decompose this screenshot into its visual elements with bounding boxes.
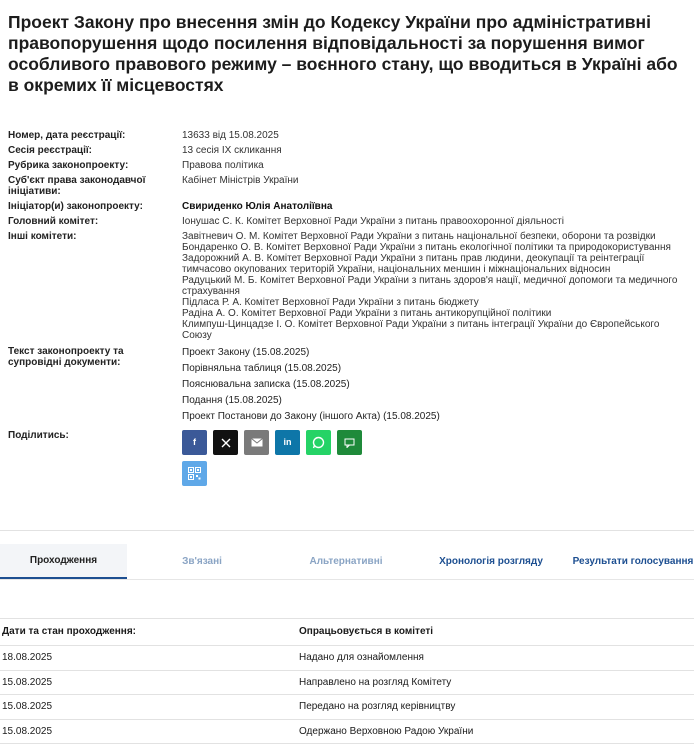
bill-info (8, 130, 694, 496)
facebook-icon: f (193, 437, 196, 447)
info-row-share (8, 430, 694, 492)
info-label: Сесія реєстрації: (8, 145, 92, 156)
tab-related[interactable]: Зв'язані (182, 556, 222, 567)
status-cell: Направлено на розгляд Комітету (299, 676, 452, 688)
info-row-rubric (8, 160, 694, 171)
info-value: 13 сесія IX скликання (182, 145, 282, 156)
info-row-other-committees (8, 231, 694, 341)
bill-tabs (0, 544, 694, 580)
committee-item: Завітневич О. М. Комітет Верховної Ради України з питань національної безпеки, оборони та розвідки (182, 231, 656, 242)
info-row-registration (8, 130, 694, 141)
share-x-button[interactable] (213, 430, 238, 455)
committee-item: Климпуш-Цинцадзе І. О. Комітет Верховної Ради України з питань інтеграції України до Європейського Союзу (182, 319, 660, 341)
info-row-subject (8, 175, 694, 197)
document-link[interactable]: Проект Постанови до Закону (іншого Акта) (15.08.2025) (182, 411, 440, 422)
committee-item: Радіна А. О. Комітет Верховної Ради України з питань антикорупційної політики (182, 308, 552, 319)
initiator-link[interactable]: Свириденко Юлія Анатоліївна (182, 201, 333, 212)
info-value: Правова політика (182, 160, 264, 171)
info-row-main-committee (8, 216, 694, 227)
info-label: Інші комітети: (8, 231, 77, 242)
section-divider (0, 530, 694, 531)
info-value: 13633 від 15.08.2025 (182, 130, 279, 141)
info-label: Головний комітет: (8, 216, 99, 227)
info-label: Ініціатор(и) законопроекту: (8, 201, 143, 212)
committee-item: Підласа Р. А. Комітет Верховної Ради України з питань бюджету (182, 297, 479, 308)
status-cell: Передано на розгляд керівництву (299, 701, 456, 713)
table-row (0, 695, 694, 720)
share-whatsapp-button[interactable] (306, 430, 331, 455)
column-header: Опрацьовується в комітеті (299, 626, 434, 637)
info-row-session (8, 145, 694, 156)
info-value: Кабінет Міністрів України (182, 175, 299, 186)
date-cell: 15.08.2025 (2, 676, 53, 688)
document-list (182, 346, 687, 426)
qr-icon (188, 467, 201, 480)
info-row-initiator (8, 201, 694, 212)
committee-item: Бондаренко О. В. Комітет Верховної Ради України з питань екологічної політики та природокористування (182, 242, 671, 253)
tab-progress[interactable]: Проходження (0, 544, 127, 579)
committee-item: Радуцький М. Б. Комітет Верховної Ради України з питань здоров'я нації, медичної допомоги та медичного страхування (182, 275, 678, 297)
date-cell: 18.08.2025 (2, 652, 53, 664)
x-icon (221, 438, 231, 448)
whatsapp-icon (312, 436, 325, 449)
share-buttons (182, 430, 687, 492)
linkedin-icon: in (283, 437, 292, 447)
info-row-documents (8, 346, 694, 426)
date-cell: 15.08.2025 (2, 701, 53, 713)
share-qr-button[interactable] (182, 461, 207, 486)
table-row (0, 646, 694, 671)
document-link[interactable]: Пояснювальна записка (15.08.2025) (182, 379, 350, 390)
tab-voting-results[interactable]: Результати голосування (572, 556, 694, 567)
document-link[interactable]: Порівняльна таблиця (15.08.2025) (182, 363, 342, 374)
table-row (0, 671, 694, 696)
tab-chronology[interactable]: Хронологія розгляду (439, 556, 543, 567)
status-cell: Одержано Верховною Радою України (299, 725, 474, 737)
share-sms-button[interactable] (337, 430, 362, 455)
document-link[interactable]: Подання (15.08.2025) (182, 395, 282, 406)
info-label: Поділитись: (8, 430, 69, 441)
message-icon (344, 438, 355, 448)
share-facebook-button[interactable] (182, 430, 207, 455)
document-link[interactable]: Проект Закону (15.08.2025) (182, 347, 310, 358)
share-email-button[interactable] (244, 430, 269, 455)
info-label: Текст законопроекту та супровідні документи: (8, 346, 124, 368)
info-value: Іонушас С. К. Комітет Верховної Ради України з питань правоохоронної діяльності (182, 216, 564, 227)
page-title: Проект Закону про внесення змін до Кодексу України про адміністративні правопорушення щодо посилення відповідальності за порушення вимог особливого правового режиму – воєнного стану, що вводиться в Україні або в окремих її місцевостях (8, 12, 678, 95)
committee-list (182, 231, 687, 341)
table-row (0, 720, 694, 745)
info-label: Суб'єкт права законодавчої ініціативи: (8, 175, 146, 197)
table-header-row (0, 618, 694, 646)
status-cell: Надано для ознайомлення (299, 652, 424, 664)
mail-icon (251, 438, 263, 447)
share-linkedin-button[interactable] (275, 430, 300, 455)
date-cell: 15.08.2025 (2, 725, 53, 737)
committee-item: Задорожний А. В. Комітет Верховної Ради України з питань прав людини, деокупації та реінтеграції тимчасово окупованих територій України, національних меншин і міжнаціональних відносин (182, 253, 645, 275)
tab-alternative[interactable]: Альтернативні (309, 556, 383, 567)
info-label: Номер, дата реєстрації: (8, 130, 126, 141)
column-header: Дати та стан проходження: (2, 626, 136, 637)
progress-table (0, 618, 694, 744)
info-label: Рубрика законопроекту: (8, 160, 129, 171)
